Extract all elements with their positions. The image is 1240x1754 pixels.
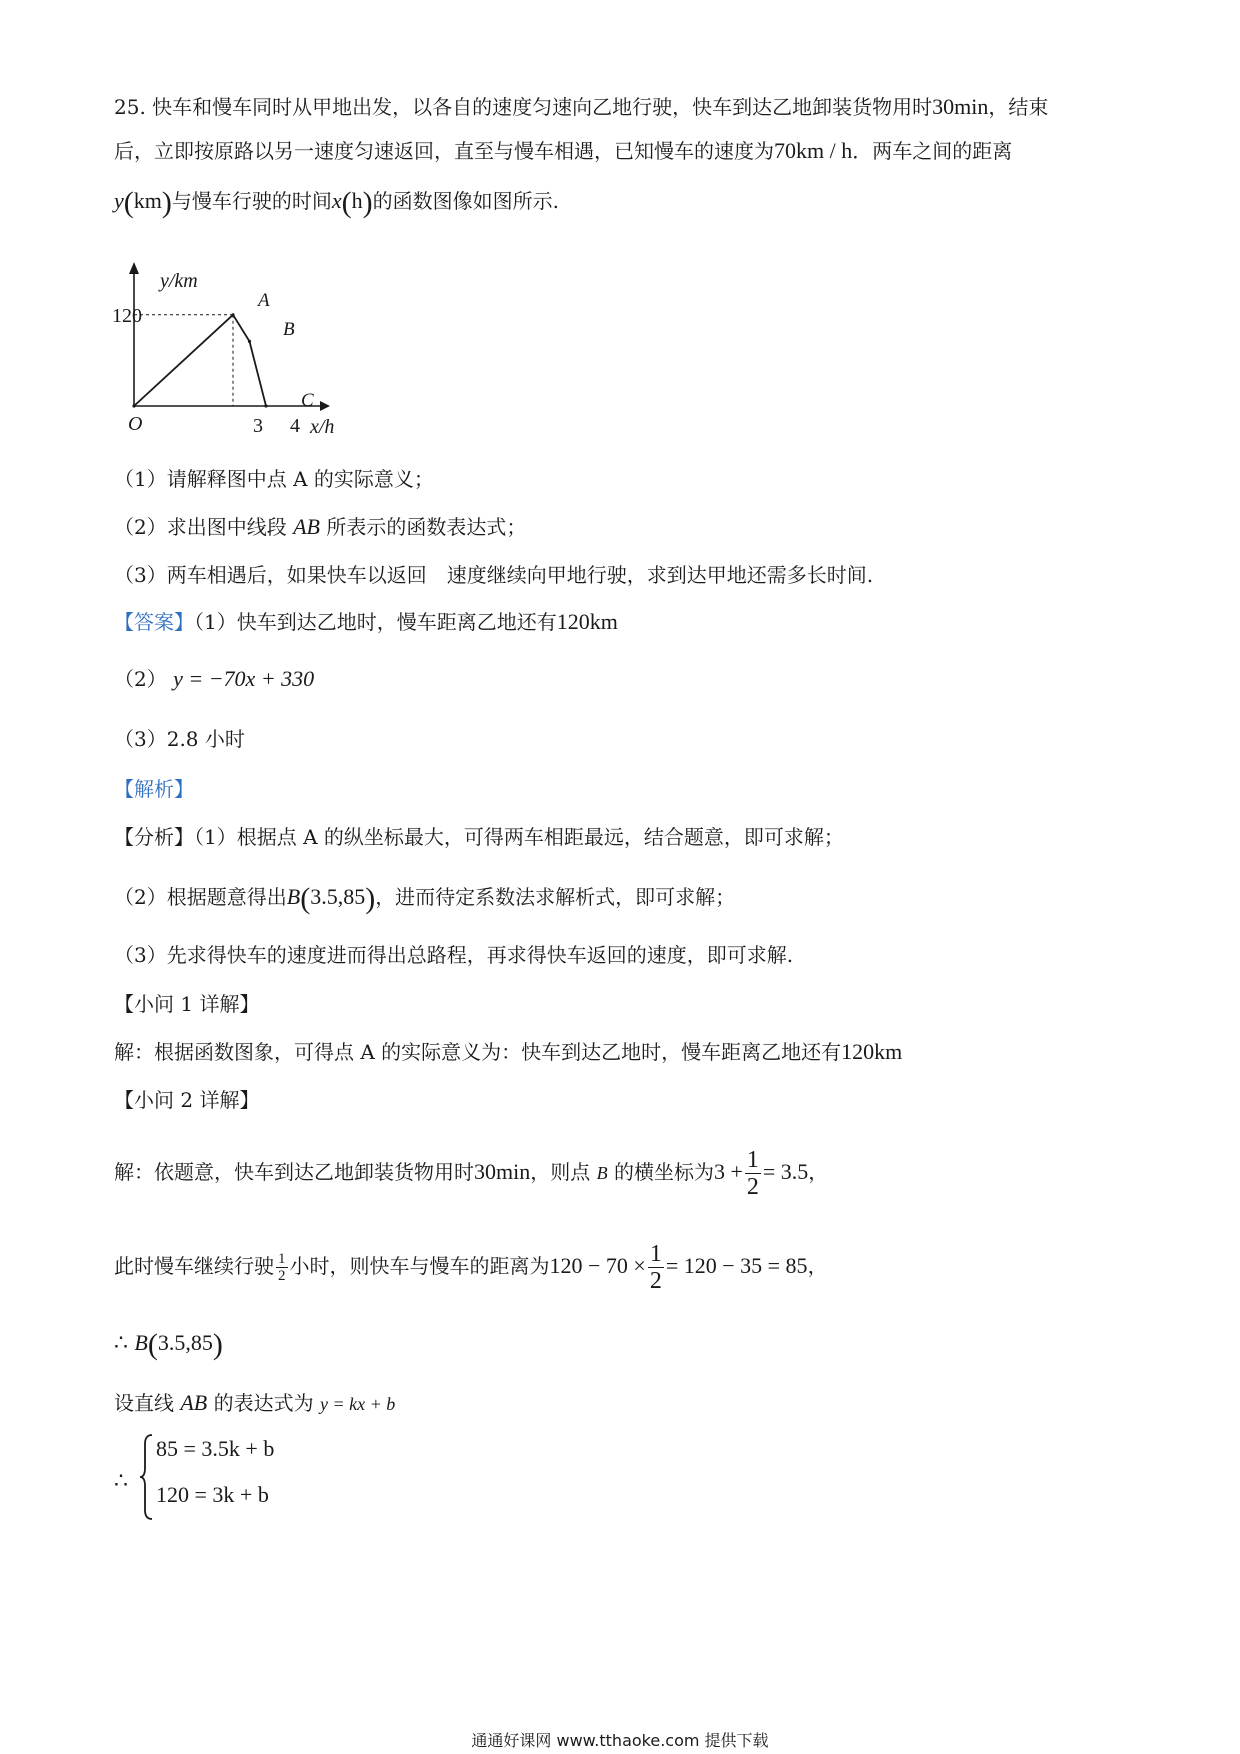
detail-2-line-2: 此时慢车继续行驶 $\frac{1}{2}$ 小时，则快车与慢车的距离为120 − 70 × $\frac{1}{2}$ = 120 − 35 = 85， — [114, 1241, 828, 1294]
detail-2-line-4: 设直线 AB 的表达式为 y = kx + b — [114, 1390, 396, 1415]
problem-text: 后，立即按原路以另一速度匀速返回，直至与慢车相遇，已知慢车的速度为 — [114, 139, 774, 163]
equation-1: 85 = 3.5k + b — [156, 1436, 275, 1461]
problem-number: 25. — [114, 95, 146, 119]
answer-2: （2） y = −70x + 330 — [114, 666, 315, 691]
data-point-b — [248, 340, 251, 343]
origin-label: O — [128, 413, 143, 435]
detail-2-line-3: ∴ B(3.5,85) — [114, 1328, 223, 1361]
data-point-a — [231, 313, 234, 316]
question-1: （1）请解释图中点 A 的实际意义； — [114, 467, 434, 491]
x-tick-3: 3 — [253, 415, 263, 437]
answer-2-expression: y = −70x + 330 — [173, 666, 315, 691]
function-graph — [108, 262, 348, 442]
fraction-one-half-small: $\frac{1}{2}$ — [278, 1251, 286, 1284]
point-label-b: B — [283, 319, 295, 340]
unloading-time: 30min — [932, 94, 989, 119]
x-axis-arrow — [320, 401, 330, 411]
analysis-3: （3）先求得快车的速度进而得出总路程，再求得快车返回的速度，即可求解. — [114, 943, 794, 967]
point-label-c: C — [301, 390, 314, 411]
unit-h: h — [351, 188, 363, 213]
therefore-symbol: ∴ — [114, 1330, 128, 1355]
question-2: （2）求出图中线段 AB 所表示的函数表达式； — [114, 514, 527, 539]
detail-2-line-1: 解：依题意，快车到达乙地卸装货物用时30min，则点 B 的横坐标为3 + $\frac{1}{2}$ = 3.5， — [114, 1147, 829, 1200]
var-x: x — [331, 188, 342, 213]
problem-text: 的函数图像如图所示. — [372, 189, 560, 213]
problem-text: 快车和慢车同时从甲地出发，以各自的速度匀速向乙地行驶，快车到达乙地卸装货物用时 — [152, 95, 933, 119]
y-tick-120: 120 — [112, 305, 142, 327]
left-brace — [138, 1432, 154, 1522]
detail-2-tag: 【小问 2 详解】 — [114, 1088, 260, 1112]
x-axis-label: x/h — [310, 416, 335, 438]
problem-line-1 — [114, 92, 1048, 122]
data-point-o — [132, 404, 135, 407]
analysis-tag: 【解析】 — [114, 777, 194, 801]
y-axis-label: y/km — [160, 270, 198, 292]
equation-2: 120 = 3k + b — [156, 1482, 269, 1507]
problem-text: 与慢车行驶的时间 — [171, 189, 332, 213]
fraction-one-half: $\frac{1}{2}$ — [746, 1147, 759, 1200]
fraction-one-half: $\frac{1}{2}$ — [649, 1241, 662, 1294]
point-label-a: A — [258, 290, 270, 311]
problem-text: ．两车之间的距离 — [852, 139, 1013, 163]
series-line — [134, 315, 266, 406]
data-point-c — [264, 404, 267, 407]
answer-3: （3）2.8 小时 — [114, 727, 245, 751]
analysis-2: （2）根据题意得出B(3.5,85)，进而待定系数法求解析式，即可求解； — [114, 882, 736, 915]
y-axis-arrow — [129, 262, 139, 274]
fenxi-tag: 【分析】 — [114, 825, 194, 849]
problem-text: ，结束 — [988, 95, 1049, 119]
answer-1: 【答案】（1）快车到达乙地时，慢车距离乙地还有120km — [114, 609, 618, 634]
var-y: y — [114, 188, 124, 213]
detail-1-tag: 【小问 1 详解】 — [114, 992, 260, 1016]
answer-tag: 【答案】 — [114, 610, 194, 634]
problem-line-3: y(km)与慢车行驶的时间x(h)的函数图像如图所示. — [114, 186, 560, 219]
unit-km: km — [133, 188, 162, 213]
therefore-symbol: ∴ — [114, 1468, 128, 1493]
problem-line-2 — [114, 136, 1012, 166]
page-footer: 通通好课网 www.tthaoke.com 提供下载 — [471, 1731, 769, 1750]
segment-ab: AB — [293, 514, 320, 539]
analysis-1: 【分析】（1）根据点 A 的纵坐标最大，可得两车相距最远，结合题意，即可求解； — [114, 825, 844, 849]
slow-car-speed: 70km / h — [774, 138, 853, 163]
x-tick-4: 4 — [290, 415, 300, 437]
detail-1-text: 解：根据函数图象，可得点 A 的实际意义为：快车到达乙地时，慢车距离乙地还有120km — [114, 1039, 903, 1064]
question-3: （3）两车相遇后，如果快车以返回 速度继续向甲地行驶，求到达甲地还需多长时间. — [114, 563, 874, 587]
